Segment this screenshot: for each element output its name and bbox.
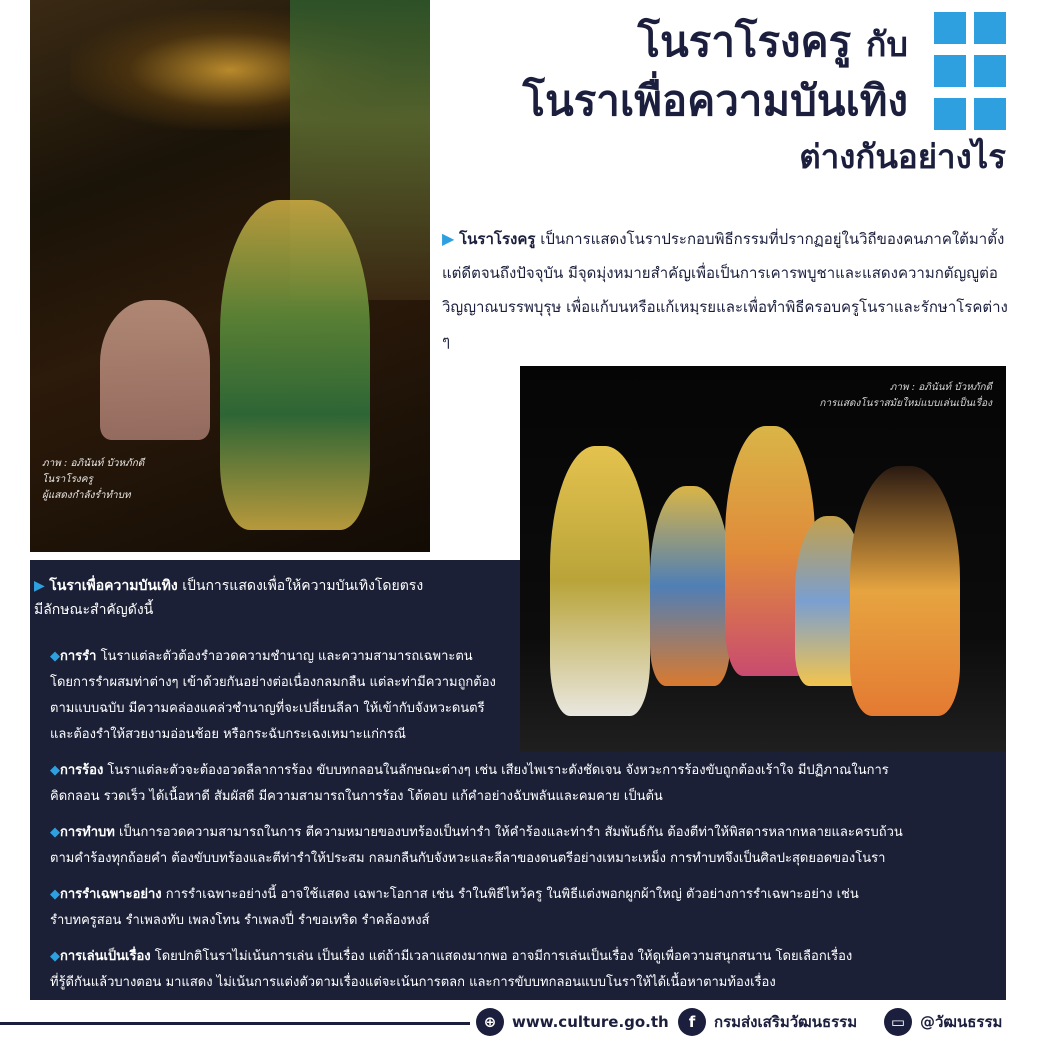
photo2-caption-desc: การแสดงโนราสมัยใหม่แบบเล่นเป็นเรื่อง	[819, 398, 992, 409]
diamond-icon: ◆	[50, 887, 60, 902]
square-5	[934, 98, 966, 130]
item-line: โดยปกติโนราไม่เน้นการเล่น เป็นเรื่อง แต่ถ้ามีเวลาแสดงมากพอ อาจมีการเล่นเป็นเรื่อง ให้ดูเพื่อความสนุกสนาน โดยเลือกเรื่อง	[150, 949, 853, 964]
diamond-icon: ◆	[50, 763, 60, 778]
decorative-squares	[934, 12, 1006, 130]
item-term: การรำ	[60, 649, 97, 664]
photo1-caption-desc: ผู้แสดงกำลังร่ำทำบท	[42, 490, 131, 501]
title-line3: ต่างกันอย่างไร	[799, 137, 1006, 176]
photo2-dancer-1	[550, 446, 650, 716]
diamond-icon: ◆	[50, 825, 60, 840]
item-line: ที่รู้ดีกันแล้วบางตอน มาแสดง ไม่เน้นการแต่งตัวตามเรื่องแต่จะเน้นการตลก และการขับบทกลอนแบบโนราให้ได้เนื้อหาตามท้องเรื่อง	[50, 975, 776, 990]
square-6	[974, 98, 1006, 130]
item-line: โดยการรำผสมท่าต่างๆ เข้าด้วยกันอย่างต่อเนื่องกลมกลืน แต่ละท่ามีความถูกต้อง	[50, 675, 496, 690]
item-line: เป็นการอวดความสามารถในการ ตีความหมายของบทร้องเป็นท่ารำ ให้คำร้องและท่ารำ สัมพันธ์กัน ต้องตีท่าให้พิสดารหลากหลายและครบถ้วน	[114, 825, 903, 840]
page-title	[522, 14, 1006, 176]
globe-icon: ⊕	[476, 1008, 504, 1036]
item-sing	[50, 758, 1000, 810]
photo2-caption	[819, 380, 992, 412]
arrow-right-icon: ▶	[442, 229, 455, 248]
entertainment-lead	[34, 574, 514, 622]
item-dance	[50, 644, 520, 748]
item-term: การร้อง	[60, 763, 104, 778]
item-story	[50, 944, 1000, 996]
footer-website[interactable]	[476, 1008, 669, 1036]
item-line: รำบทครูสอน รำเพลงทับ เพลงโทน รำเพลงปี่ รำขอเทริด รำคล้องหงส์	[50, 913, 430, 928]
item-line: และต้องรำให้สวยงามอ่อนช้อย หรือกระฉับกระเฉงเหมาะแก่กรณี	[50, 727, 406, 742]
item-line: การรำเฉพาะอย่างนี้ อาจใช้แสดง เฉพาะโอกาส เช่น รำในพิธีไหว้ครู ในพิธีแต่งพอกผูกผ้าใหญ่ ตัวอย่างการรำเฉพาะอย่าง เช่น	[161, 887, 859, 902]
item-special-dance	[50, 882, 1000, 934]
website-link[interactable]: www.culture.go.th	[512, 1013, 669, 1031]
intro-paragraph	[442, 222, 1008, 358]
entertainment-text: เป็นการแสดงเพื่อให้ความบันเทิงโดยตรง	[177, 578, 424, 594]
item-line: คิดกลอน รวดเร็ว ได้เนื้อหาดี สัมผัสดี มีความสามารถในการร้อง โต้ตอบ แก้คำอย่างฉับพลันและคมคาย เป็นต้น	[50, 789, 663, 804]
photo1-caption-title: โนราโรงครู	[42, 474, 93, 485]
item-line: ตามคำร้องทุกถ้อยคำ ต้องขับบทร้องและตีท่ารำให้ประสม กลมกลืนกับจังหวะและลีลาของดนตรีอย่างเหมาะเหม็ง การทำบทจึงเป็นศิลปะสุดยอดของโนรา	[50, 851, 886, 866]
intro-term: โนราโรงครู	[459, 230, 536, 248]
square-1	[934, 12, 966, 44]
item-term: การเล่นเป็นเรื่อง	[60, 949, 151, 964]
square-3	[934, 55, 966, 87]
photo1-caption	[42, 456, 144, 504]
item-line: โนราแต่ละตัวจะต้องอวดลีลาการร้อง ขับบทกลอนในลักษณะต่างๆ เช่น เสียงไพเราะดังชัดเจน จังหวะการร้องขับถูกต้องเร้าใจ มีปฏิภาณในการ	[103, 763, 889, 778]
arrow-right-icon: ▶	[34, 578, 45, 594]
photo-musician	[100, 300, 210, 440]
photo-dancer	[220, 200, 370, 530]
intro-text: เป็นการแสดงโนราประกอบพิธีกรรมที่ปรากฏอยู่ในวิถีของคนภาคใต้มาตั้งแต่ดีตจนถึงปัจจุบัน มีจุดมุ่งหมายสำคัญเพื่อเป็นการเคารพบูชาและแสดงความกตัญญูต่อวิญญาณบรรพบุรุษ เพื่อแก้บนหรือแก้เหมฺรยและเพื่อทำพิธีครอบครูโนราและรักษาโรคต่าง ๆ	[442, 230, 1008, 350]
photo-modern-nora	[520, 366, 1006, 752]
photo-noraa-rongkru	[30, 0, 430, 552]
item-term: การทำบท	[60, 825, 115, 840]
photo2-dancer-2	[650, 486, 730, 686]
facebook-link[interactable]: กรมส่งเสริมวัฒนธรรม	[714, 1013, 858, 1031]
footer-line[interactable]	[884, 1008, 1002, 1036]
diamond-icon: ◆	[50, 949, 60, 964]
square-2	[974, 12, 1006, 44]
entertainment-text-2: มีลักษณะสำคัญดังนี้	[34, 602, 154, 618]
photo2-credit: ภาพ : อภินันท์ บัวหภักดี	[889, 382, 992, 393]
footer	[0, 1004, 1040, 1040]
title-join-word: กับ	[865, 25, 908, 65]
square-4	[974, 55, 1006, 87]
entertainment-term: โนราเพื่อความบันเทิง	[49, 578, 178, 594]
line-icon: ▭	[884, 1008, 912, 1036]
diamond-icon: ◆	[50, 649, 60, 664]
title-line2: โนราเพื่อความบันเทิง	[522, 76, 908, 125]
photo2-dancer-5	[850, 466, 960, 716]
item-line: โนราแต่ละตัวต้องรำอวดความชำนาญ และความสามารถเฉพาะตน	[96, 649, 473, 664]
footer-divider	[0, 1022, 470, 1025]
item-line: ตามแบบฉบับ มีความคล่องแคล่วชำนาญที่จะเปลี่ยนลีลา ให้เข้ากับจังหวะดนตรี	[50, 701, 485, 716]
photo1-credit: ภาพ : อภินันท์ บัวหภักดี	[42, 458, 145, 469]
item-term: การรำเฉพาะอย่าง	[60, 887, 162, 902]
facebook-icon: f	[678, 1008, 706, 1036]
title-line1: โนราโรงครู	[637, 17, 852, 66]
line-link[interactable]: @วัฒนธรรม	[920, 1013, 1003, 1031]
item-tambot	[50, 820, 1000, 872]
footer-facebook[interactable]	[678, 1008, 857, 1036]
